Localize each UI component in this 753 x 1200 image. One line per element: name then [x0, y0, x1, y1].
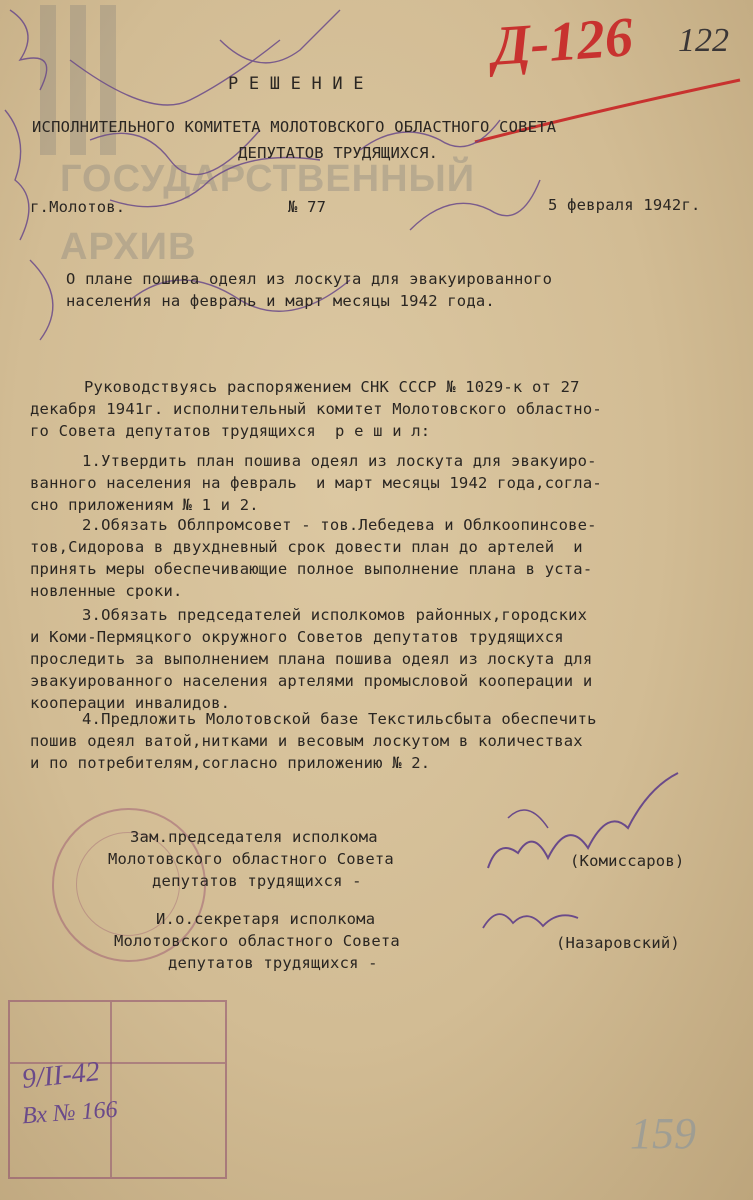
archive-watermark-line1: ГОСУДАРСТВЕННЫЙ [60, 158, 476, 200]
item4-line3: и по потребителям,согласно приложению № 2. [30, 754, 431, 772]
item3-line4: эвакуированного населения артелями промысловой кооперации и [30, 672, 593, 690]
sheet-number: 122 [678, 22, 729, 59]
subject-line2: населения на февраль и март месяцы 1942 года. [66, 292, 495, 310]
intro-line3: го Совета депутатов трудящихся р е ш и л: [30, 422, 431, 440]
item3-line1: 3.Обязать председателей исполкомов районных,городских [82, 606, 588, 624]
item4-line1: 4.Предложить Молотовской базе Текстильсбыта обеспечить [82, 710, 597, 728]
item3-line2: и Коми-Пермяцкого окружного Советов депутатов трудящихся [30, 628, 564, 646]
signature2-title-line2: Молотовского областного Совета [114, 932, 400, 950]
subject-line1: О плане пошива одеял из лоскута для эвакуированного [66, 270, 553, 288]
signature1-title-line1: Зам.председателя исполкома [130, 828, 378, 846]
signature2-title-line3: депутатов трудящихся - [168, 954, 378, 972]
signature1-name: (Комиссаров) [570, 852, 685, 870]
item3-line3: проследить за выполнением плана пошива одеял из лоскута для [30, 650, 593, 668]
item1-line2: ванного населения на февраль и март месяцы 1942 года,согла- [30, 474, 602, 492]
signature1-title-line2: Молотовского областного Совета [108, 850, 394, 868]
item2-line1: 2.Обязать Облпромсовет - тов.Лебедева и Облкоопинсове- [82, 516, 597, 534]
intro-line1: Руководствуясь распоряжением СНК СССР № 1029-к от 27 [84, 378, 580, 396]
archive-page-number: 159 [630, 1109, 696, 1158]
item3-line5: кооперации инвалидов. [30, 694, 231, 712]
item4-line2: пошив одеял ватой,нитками и весовым лоскутом в количествах [30, 732, 583, 750]
signature2-title-line1: И.о.секретаря исполкома [156, 910, 376, 928]
signature2-name: (Назаровский) [556, 934, 680, 952]
signature1-title-line3: депутатов трудящихся - [152, 872, 362, 890]
org-name-line1: ИСПОЛНИТЕЛЬНОГО КОМИТЕТА МОЛОТОВСКОГО ОБЛАСТНОГО СОВЕТА [32, 118, 557, 136]
org-name-line2: ДЕПУТАТОВ ТРУДЯЩИХСЯ. [238, 144, 439, 162]
item2-line3: принять меры обеспечивающие полное выполнение плана в уста- [30, 560, 593, 578]
handwritten-signature-nazarovsky [478, 898, 598, 952]
document-number: № 77 [288, 198, 327, 216]
registration-date: 9/II-42 [20, 1056, 102, 1095]
archive-code: Д-126 [490, 6, 635, 78]
item2-line2: тов,Сидорова в двухдневный срок довести план до артелей и [30, 538, 583, 556]
intro-line2: декабря 1941г. исполнительный комитет Молотовского областно- [30, 400, 602, 418]
item1-line3: сно приложениям № 1 и 2. [30, 496, 259, 514]
handwritten-signature-komissarov [478, 758, 698, 892]
registration-number: Вх № 166 [21, 1096, 119, 1130]
document-city: г.Молотов. [30, 198, 126, 216]
item1-line1: 1.Утвердить план пошива одеял из лоскута для эвакуиро- [82, 452, 597, 470]
item2-line4: новленные сроки. [30, 582, 183, 600]
archive-watermark-line2: АРХИВ [60, 226, 197, 268]
document-title: Р Е Ш Е Н И Е [228, 74, 364, 94]
document-date: 5 февраля 1942г. [548, 196, 701, 214]
